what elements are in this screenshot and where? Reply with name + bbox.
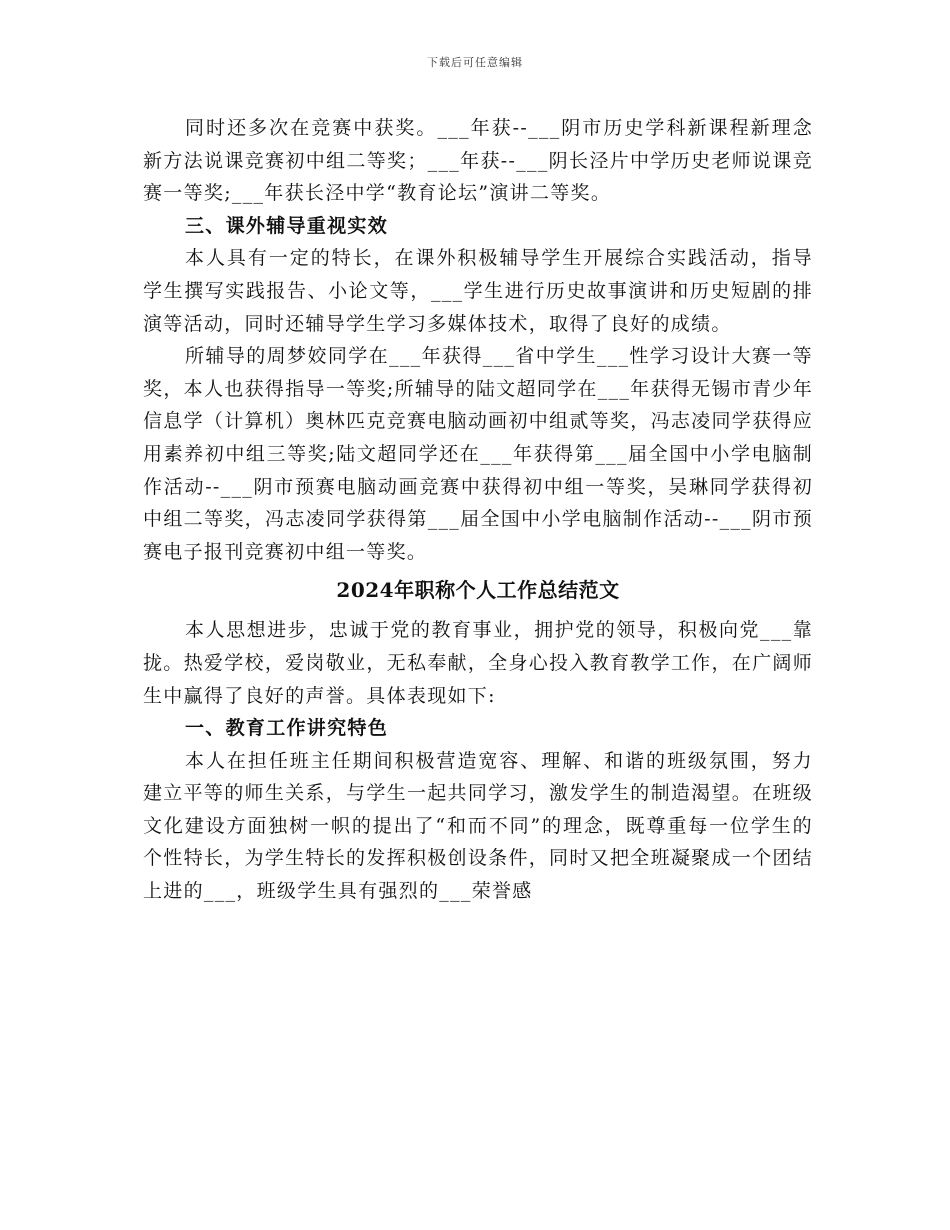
paragraph-awards: 同时还多次在竞赛中获奖。___年获--___阴市历史学科新课程新理念新方法说课竞赛初中组二等奖；___年获--___阴长泾片中学历史老师说课竞赛一等奖;___年获长泾中学“教育论坛”演讲二等奖。 xyxy=(143,117,813,205)
paragraph-education: 本人在担任班主任期间积极营造宽容、理解、和谐的班级氛围，努力建立平等的师生关系，与学生一起共同学习，激发学生的制造渴望。在班级文化建设方面独树一帜的提出了“和而不同”的理念，既尊重每一位学生的个性特长，为学生特长的发挥积极创设条件，同时又把全班凝聚成一个团结上进的___，班级学生具有强烈的___荣誉感 xyxy=(143,749,813,903)
document-title: 2024年职称个人工作总结范文 xyxy=(336,578,620,603)
paragraph-extracurricular: 本人具有一定的特长，在课外积极辅导学生开展综合实践活动，指导学生撰写实践报告、小论文等，___学生进行历史故事演讲和历史短剧的排演等活动，同时还辅导学生学习多媒体技术，取得了良好的成绩。 xyxy=(143,247,813,335)
page-header: 下载后可任意编辑 xyxy=(427,56,523,69)
section-heading-education: 一、教育工作讲究特色 xyxy=(185,717,389,740)
paragraph-intro: 本人思想进步，忠诚于党的教育事业，拥护党的领导，积极向党___靠拢。热爱学校，爱岗敬业，无私奉献，全身心投入教育教学工作，在广阔师生中赢得了良好的声誉。具体表现如下: xyxy=(143,619,813,707)
document-body xyxy=(143,112,813,908)
section-heading-extracurricular: 三、课外辅导重视实效 xyxy=(185,214,389,237)
paragraph-student-awards: 所辅导的周梦姣同学在___年获得___省中学生___性学习设计大赛一等奖，本人也获得指导一等奖;所辅导的陆文超同学在___年获得无锡市青少年信息学（计算机）奥林匹克竞赛电脑动画初中组贰等奖，冯志凌同学获得应用素养初中组三等奖;陆文超同学还在___年获得第___届全国中小学电脑制作活动--___阴市预赛电脑动画竞赛中获得初中组一等奖，吴琳同学获得初中组二等奖，冯志凌同学获得第___届全国中小学电脑制作活动--___阴市预赛电子报刊竞赛初中组一等奖。 xyxy=(143,345,813,563)
